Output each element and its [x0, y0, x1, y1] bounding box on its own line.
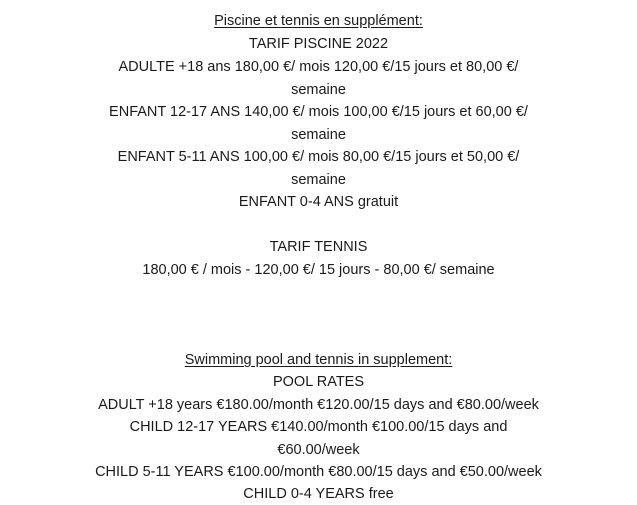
fr-pool-title: TARIF PISCINE 2022 [248, 36, 389, 52]
en-child-5-11: CHILD 5-11 YEARS €100.00/month €80.00/15 days and €50.00/week [95, 464, 542, 480]
en-adult-rate: ADULT +18 years €180.00/month €120.00/15 days and €80.00/week [98, 397, 539, 413]
fr-child-12-17-line1: ENFANT 12-17 ANS 140,00 €/ mois 100,00 €/15 jours et 60,00 €/ [109, 104, 528, 120]
en-child-12-17-line1: CHILD 12-17 YEARS €140.00/month €100.00/15 days and [129, 419, 508, 435]
en-pool-title: POOL RATES [272, 374, 365, 390]
en-child-12-17-line2: €60.00/week [277, 442, 360, 458]
fr-adult-rate-line1: ADULTE +18 ans 180,00 €/ mois 120,00 €/15 jours et 80,00 €/ [118, 59, 519, 75]
en-heading: Swimming pool and tennis in supplement: [184, 352, 453, 368]
en-child-0-4: CHILD 0-4 YEARS free [243, 486, 394, 502]
fr-tennis-rates: 180,00 € / mois - 120,00 €/ 15 jours - 80,00 €/ semaine [142, 262, 495, 278]
fr-adult-rate-line2: semaine [291, 82, 346, 98]
fr-tennis-title: TARIF TENNIS [269, 239, 368, 255]
fr-child-12-17-line2: semaine [291, 127, 346, 143]
fr-heading: Piscine et tennis en supplément: [214, 13, 423, 29]
fr-child-5-11-line2: semaine [291, 172, 346, 188]
fr-child-0-4: ENFANT 0-4 ANS gratuit [238, 194, 399, 210]
fr-child-5-11-line1: ENFANT 5-11 ANS 100,00 €/ mois 80,00 €/15 jours et 50,00 €/ [117, 149, 520, 165]
